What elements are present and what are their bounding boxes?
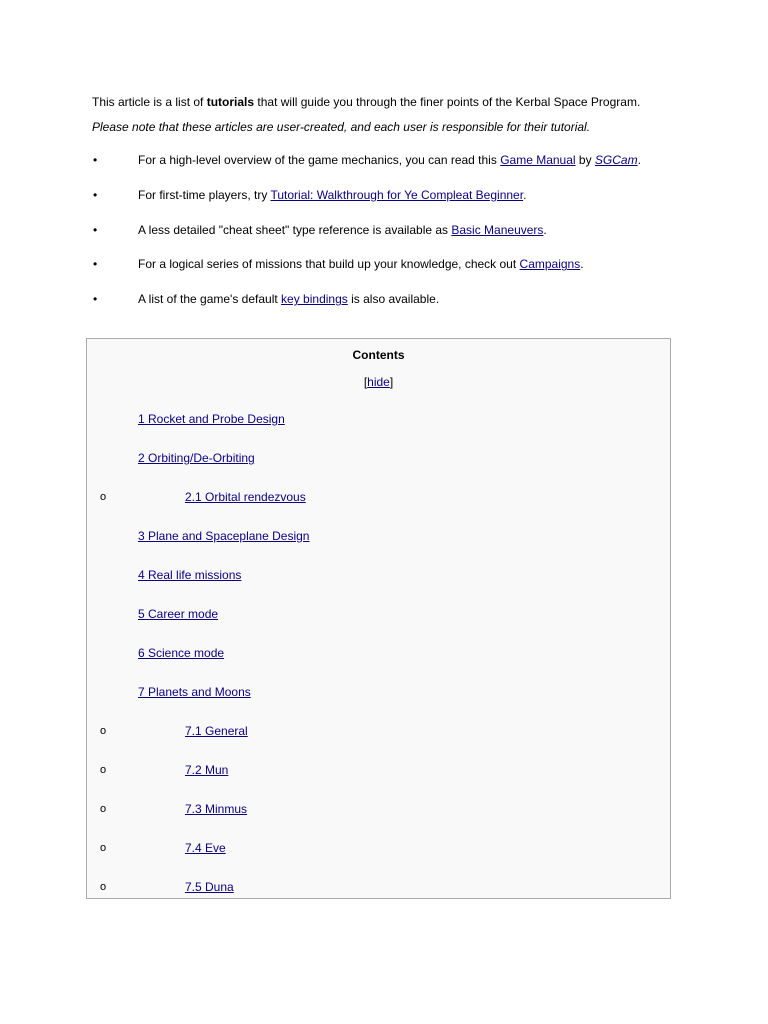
toc-link-rocket-probe-design[interactable]: 1 Rocket and Probe Design [138,412,285,426]
toc-link-orbital-rendezvous[interactable]: 2.1 Orbital rendezvous [185,490,306,504]
bullet-text-before: For first-time players, try [138,187,271,202]
bullet-text-before: For a logical series of missions that build up your knowledge, check out [138,257,520,272]
circle-bullet-icon: o [100,491,107,503]
toc-link-real-life-missions[interactable]: 4 Real life missions [138,568,242,582]
bullet-dot-icon: • [93,292,98,307]
bullet-text [138,291,439,307]
bullet-text-after: . [523,187,527,202]
toc-subitem [87,724,670,763]
bullet-text [138,256,584,272]
bullet-text-before: For a high-level overview of the game mechanics, you can read this [138,153,501,167]
toc-toggle-bracket-close: ] [389,375,394,389]
toc-subitem [87,841,670,880]
toc-hide-link[interactable]: hide [367,375,390,389]
toc-link-duna[interactable]: 7.5 Duna [185,880,234,894]
bullet-text [138,152,641,168]
bullet-item-game-manual [0,152,768,187]
toc-toggle-bracket-open: [ [363,375,368,389]
toc-toggle [87,375,670,389]
intro-text-before: This article is a list of [92,95,207,109]
toc-link-career-mode[interactable]: 5 Career mode [138,607,219,621]
toc-list [87,412,670,919]
bullet-item-beginner-walkthrough [0,187,768,222]
bullet-text-before: A list of the game's default [138,292,282,307]
bullet-dot-icon: • [93,257,98,272]
sgcam-user-link[interactable]: SGCam [594,153,638,167]
bullet-item-key-bindings [0,291,768,326]
toc-subitem [87,880,670,919]
toc-title: Contents [352,348,405,362]
circle-bullet-icon: o [100,764,107,776]
circle-bullet-icon: o [100,842,107,854]
intro-paragraph [92,95,640,109]
bullet-text-after: . [637,153,641,167]
bullet-text [138,222,547,238]
circle-bullet-icon: o [100,803,107,815]
intro-text-after: that will guide you through the finer points of the Kerbal Space Program. [254,95,641,109]
toc-subitem [87,763,670,802]
toc-item [87,412,670,451]
bullet-text-after: . [543,222,547,237]
bullet-dot-icon: • [93,153,98,167]
user-created-note: Please note that these articles are user-created, and each user is responsible for their tutorial. [92,120,591,134]
bullet-item-basic-maneuvers [0,222,768,257]
resource-bullet-list [0,152,768,326]
beginner-walkthrough-link[interactable]: Tutorial: Walkthrough for Ye Compleat Beginner [270,187,524,202]
toc-link-mun[interactable]: 7.2 Mun [185,763,229,777]
toc-subitem [87,490,670,529]
toc-subitem [87,802,670,841]
toc-link-science-mode[interactable]: 6 Science mode [138,646,225,660]
bullet-text-mid: by [575,153,595,167]
bullet-text [138,187,526,203]
toc-link-minmus[interactable]: 7.3 Minmus [185,802,248,816]
toc-item [87,529,670,568]
intro-bold-tutorials: tutorials [206,95,255,109]
toc-item [87,607,670,646]
key-bindings-link[interactable]: key bindings [281,292,348,307]
toc-link-plane-design[interactable]: 3 Plane and Spaceplane Design [138,529,310,543]
bullet-dot-icon: • [93,187,98,202]
basic-maneuvers-link[interactable]: Basic Maneuvers [451,222,544,237]
game-manual-link[interactable]: Game Manual [500,153,576,167]
bullet-text-before: A less detailed "cheat sheet" type reference is available as [138,222,452,237]
toc-link-eve[interactable]: 7.4 Eve [185,841,226,855]
toc-item [87,646,670,685]
circle-bullet-icon: o [100,725,107,737]
toc-link-orbiting[interactable]: 2 Orbiting/De-Orbiting [138,451,255,465]
campaigns-link[interactable]: Campaigns [519,257,581,272]
bullet-dot-icon: • [93,222,98,237]
toc-item [87,685,670,724]
bullet-item-campaigns [0,256,768,291]
toc-item [87,451,670,490]
toc-link-general[interactable]: 7.1 General [185,724,248,738]
toc-link-planets-moons[interactable]: 7 Planets and Moons [138,685,251,699]
bullet-text-after: is also available. [347,292,440,307]
toc-item [87,568,670,607]
circle-bullet-icon: o [100,881,107,893]
bullet-text-after: . [580,257,584,272]
table-of-contents [86,338,671,899]
